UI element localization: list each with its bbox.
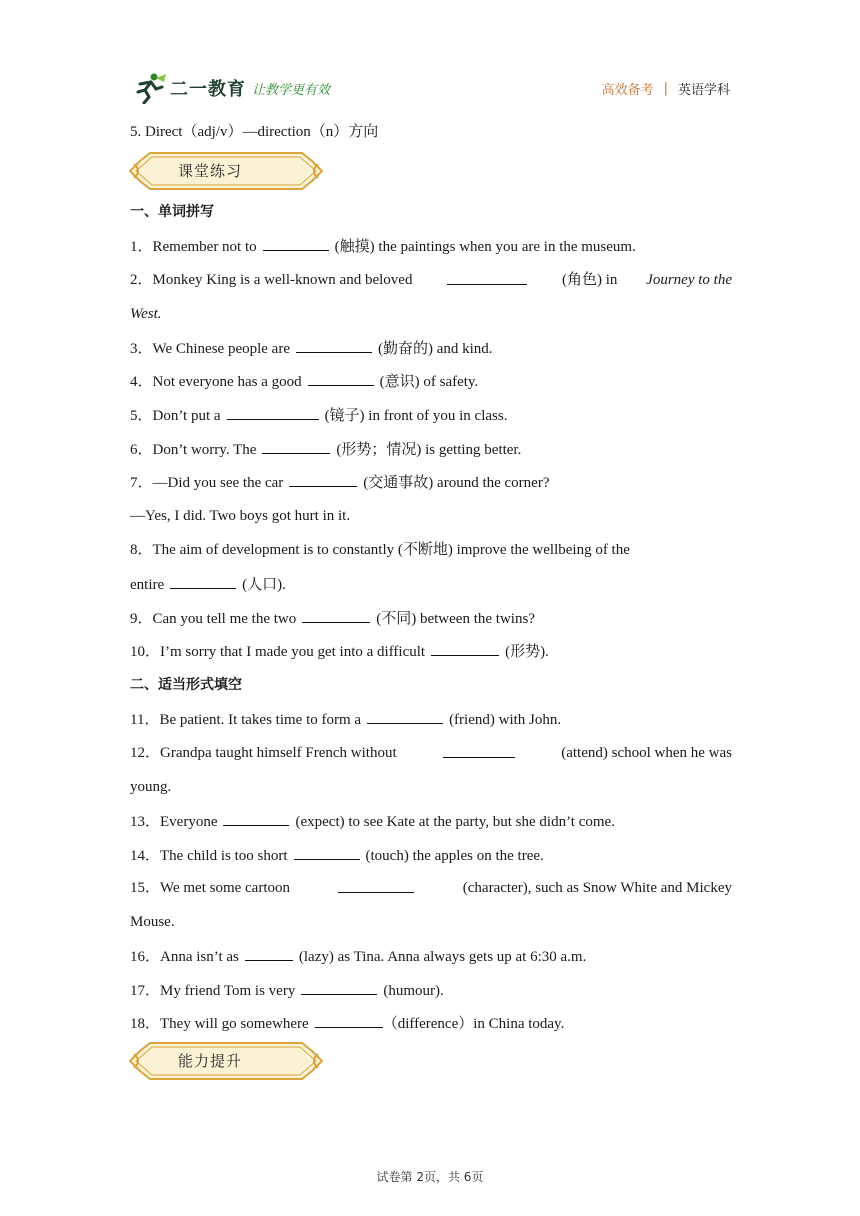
question-15-continuation: Mouse.	[130, 914, 175, 930]
question-text: (意识) of safety.	[379, 374, 479, 390]
question-11	[130, 709, 561, 730]
section-heading-fill-in: 二、适当形式填空	[130, 677, 242, 693]
question-7-reply: —Yes, I did. Two boys got hurt in it.	[130, 508, 351, 524]
question-text: 1．Remember not to	[130, 239, 257, 255]
question-8: 8．The aim of development is to constantly (不断地) improve the wellbeing of the	[130, 542, 630, 558]
question-12-continuation: young.	[130, 779, 172, 795]
question-3	[130, 338, 493, 359]
answer-blank[interactable]	[263, 236, 329, 251]
question-text: 11．Be patient. It takes time to form a	[130, 712, 362, 728]
banner-label: 课堂练习	[178, 162, 243, 180]
answer-blank[interactable]	[302, 608, 370, 623]
question-text: (形势).	[505, 644, 549, 660]
question-text: 14．The child is too short	[130, 848, 288, 864]
intro-line: 5. Direct（adj/v）—direction（n）方向	[130, 124, 379, 140]
answer-blank[interactable]	[262, 439, 330, 454]
answer-blank[interactable]	[367, 709, 443, 724]
brand-name: 二一教育	[170, 79, 246, 100]
banner-label: 能力提升	[178, 1052, 243, 1070]
header-separator: |	[663, 81, 668, 96]
question-text: 6．Don’t worry. The	[130, 442, 257, 458]
question-text: 9．Can you tell me the two	[130, 611, 297, 627]
question-text: 12．Grandpa taught himself French without	[130, 745, 397, 761]
question-text: (角色) in	[561, 272, 618, 288]
question-1	[130, 236, 636, 257]
answer-blank[interactable]	[294, 845, 360, 860]
answer-blank[interactable]	[296, 338, 372, 353]
question-18	[130, 1013, 564, 1034]
answer-blank[interactable]	[447, 270, 527, 285]
answer-blank[interactable]	[431, 641, 499, 656]
question-16	[130, 946, 586, 967]
book-title-end: West.	[130, 306, 162, 322]
question-6	[130, 439, 521, 460]
question-text: 13．Everyone	[130, 814, 218, 830]
header-tag: 高效备考	[601, 83, 654, 98]
question-text: (镜子) in front of you in class.	[324, 408, 508, 424]
question-text: (勤奋的) and kind.	[377, 341, 493, 357]
answer-blank[interactable]	[301, 980, 377, 995]
question-text: entire	[130, 577, 165, 593]
question-10	[130, 641, 549, 662]
question-2	[130, 270, 732, 290]
question-text: 7．—Did you see the car	[130, 475, 284, 491]
answer-blank[interactable]	[308, 371, 374, 386]
question-17	[130, 980, 444, 1001]
question-text: (交通事故) around the corner?	[363, 475, 550, 491]
runner-logo-icon	[132, 72, 168, 104]
question-text: (人口).	[242, 577, 286, 593]
answer-blank[interactable]	[245, 946, 293, 961]
question-text: (触摸) the paintings when you are in the museum.	[334, 239, 636, 255]
answer-blank[interactable]	[227, 405, 319, 420]
question-text: 18．They will go somewhere	[130, 1016, 309, 1032]
question-13	[130, 811, 615, 832]
book-title: Journey to the	[646, 272, 732, 288]
question-14	[130, 845, 544, 866]
question-7	[130, 472, 549, 493]
answer-blank[interactable]	[443, 743, 515, 758]
answer-blank[interactable]	[289, 472, 357, 487]
question-12	[130, 743, 732, 763]
question-text: 3．We Chinese people are	[130, 341, 290, 357]
brand-slogan: 让教学更有效	[252, 82, 331, 98]
question-text: 2．Monkey King is a well-known and beloved	[130, 272, 413, 288]
banner-classroom-practice	[128, 150, 324, 192]
question-text: 5．Don’t put a	[130, 408, 221, 424]
answer-blank[interactable]	[223, 811, 289, 826]
question-15	[130, 878, 732, 898]
question-text: (形势；情况) is getting better.	[336, 442, 522, 458]
question-text: （difference）in China today.	[382, 1016, 565, 1032]
banner-ability-improvement	[128, 1040, 324, 1082]
question-text: (attend) school when he was	[561, 745, 732, 761]
header-subject	[602, 79, 730, 98]
question-9	[130, 608, 535, 629]
question-text: (不同) between the twins?	[376, 611, 535, 627]
question-text: (friend) with John.	[449, 712, 562, 728]
question-5	[130, 405, 507, 426]
answer-blank[interactable]	[338, 878, 414, 893]
question-text: 17．My friend Tom is very	[130, 983, 296, 999]
question-text: (expect) to see Kate at the party, but she didn’t come.	[295, 814, 615, 830]
question-8-continuation	[130, 574, 286, 595]
question-text: 10．I’m sorry that I made you get into a difficult	[130, 644, 426, 660]
question-text: 15．We met some cartoon	[130, 880, 290, 896]
brand-logo	[132, 72, 330, 104]
question-2-continuation	[130, 304, 162, 324]
question-text: 4．Not everyone has a good	[130, 374, 302, 390]
question-text: 16．Anna isn’t as	[130, 949, 239, 965]
question-text: (touch) the apples on the tree.	[365, 848, 544, 864]
page-footer: 试卷第 2页，共 6页	[376, 1170, 484, 1184]
section-heading-spelling: 一、单词拼写	[130, 204, 214, 220]
header-subject-label: 英语学科	[677, 83, 730, 98]
question-4	[130, 371, 478, 392]
question-text: (humour).	[383, 983, 444, 999]
answer-blank[interactable]	[170, 574, 236, 589]
answer-blank[interactable]	[315, 1013, 383, 1028]
question-text: (character), such as Snow White and Mickey	[462, 880, 732, 896]
question-text: (lazy) as Tina. Anna always gets up at 6:30 a.m.	[298, 949, 587, 965]
